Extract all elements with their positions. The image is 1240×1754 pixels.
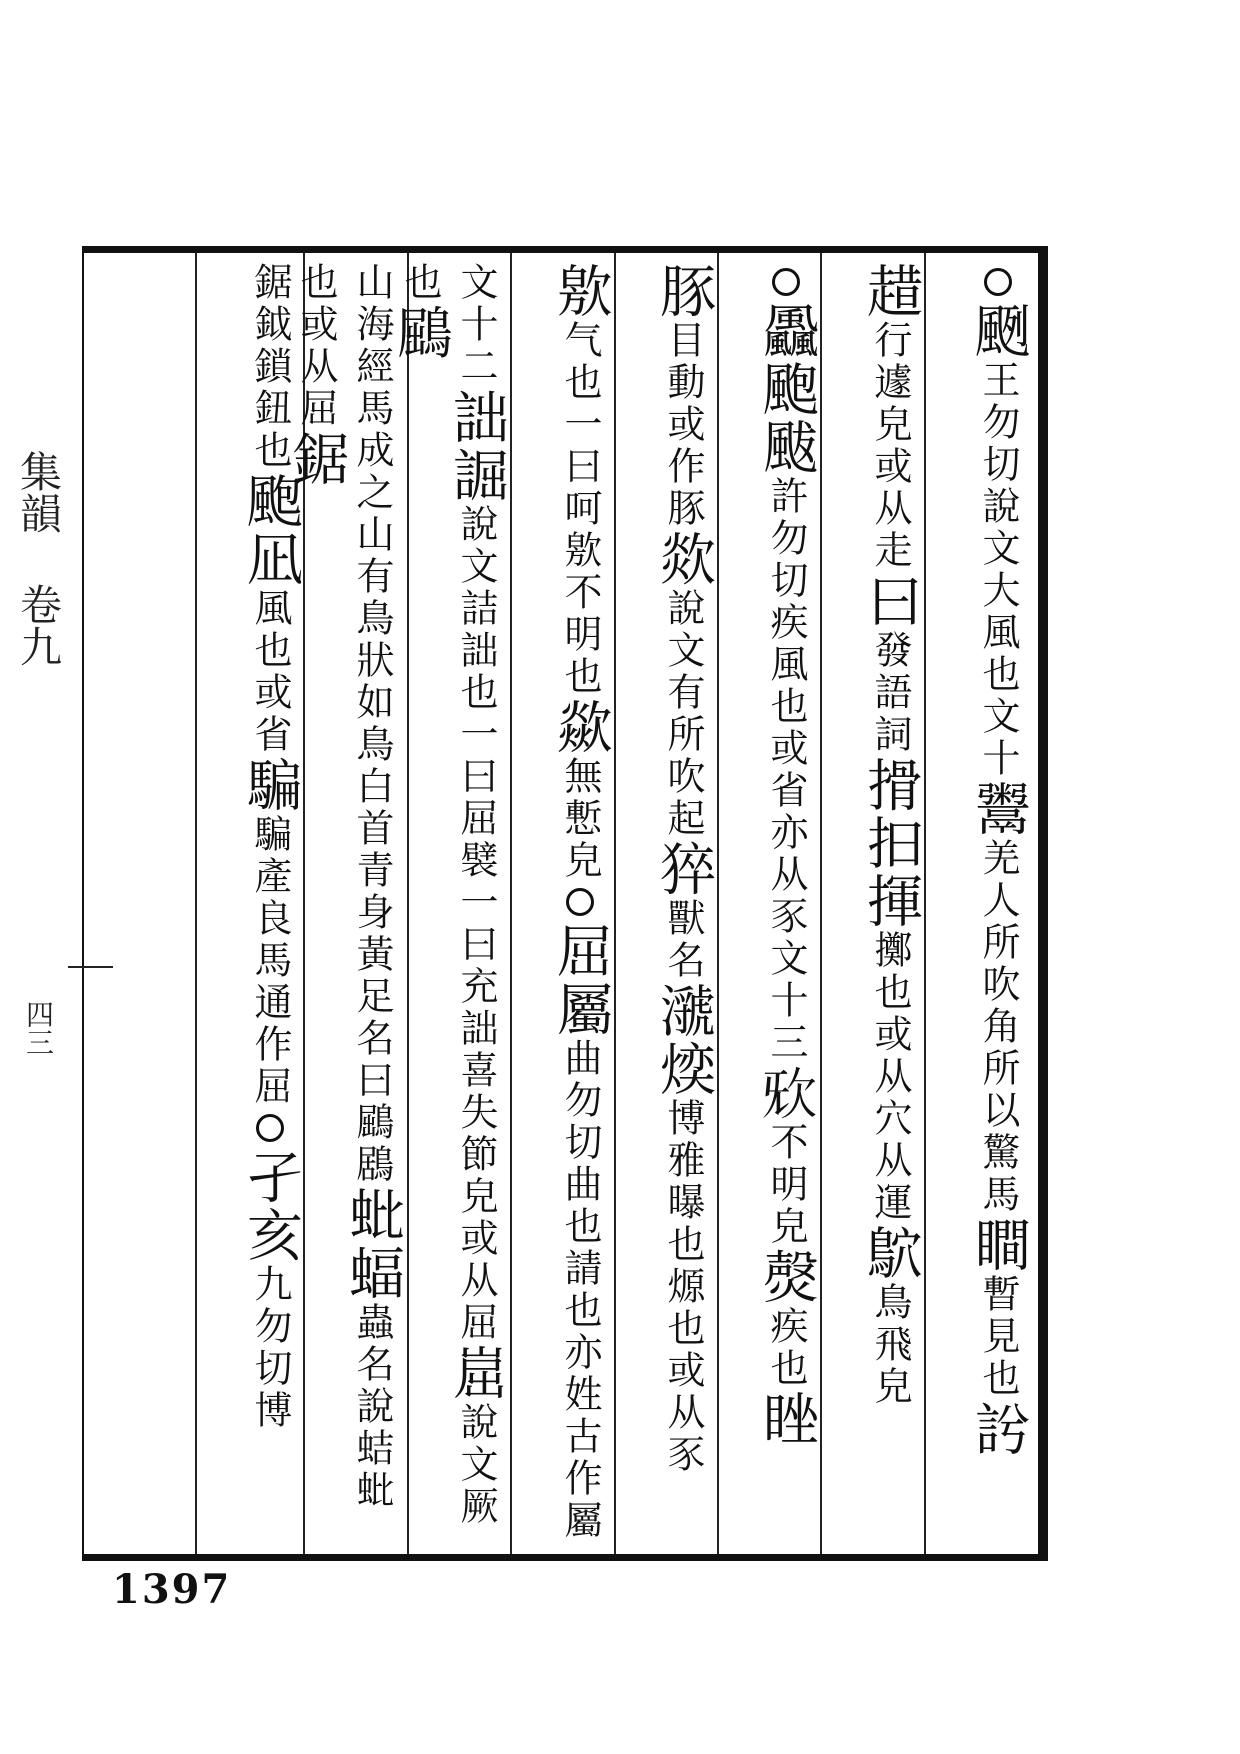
headword: 趞 xyxy=(858,262,923,320)
headword: 㰾 xyxy=(548,262,613,320)
gloss-text: 暫見也 xyxy=(976,1274,1020,1400)
headword: 歘 xyxy=(548,698,613,756)
text-column-8 xyxy=(198,262,303,1552)
gloss-text: 曲勿切曲也請也亦姓古作屬 xyxy=(558,1038,602,1542)
headword: 詘誳 xyxy=(444,388,509,504)
headword: 飍颮颰 xyxy=(754,302,819,476)
gloss-text: 擲也或从穴从運 xyxy=(868,930,912,1224)
text-column-6 xyxy=(388,262,509,1552)
headword: 搰抇揮 xyxy=(858,756,923,930)
headword: 崫 xyxy=(444,1344,509,1402)
margin-book-title: 集韻 卷九 xyxy=(14,450,63,667)
gloss-text: 說文厥也 xyxy=(398,262,498,1528)
gloss-text: 獸名 xyxy=(661,898,705,982)
headword: 鶌 xyxy=(388,304,453,362)
gloss-text: 鋸鉞鎖鈕也 xyxy=(248,262,292,472)
text-column-2 xyxy=(824,262,923,1552)
column-rule xyxy=(820,253,822,1554)
headword: 豚 xyxy=(651,262,716,320)
headword: 䚷 xyxy=(966,1400,1031,1458)
headword: 曰 xyxy=(858,572,923,630)
headword: 屈屬 xyxy=(548,922,613,1038)
headword: 鬻 xyxy=(966,780,1031,838)
gloss-text: 气也一曰呵㰾不明也 xyxy=(558,320,602,698)
headword: 㶁㷜 xyxy=(651,982,716,1098)
circle-marker-icon xyxy=(566,888,594,916)
headword: 颲 xyxy=(966,302,1031,360)
gloss-text: 博雅曝也㷧也或从豕 xyxy=(661,1098,705,1476)
gloss-text: 許勿切疾風也或省亦从豕文十三 xyxy=(764,476,808,1064)
gloss-text: 行遽皃或从走 xyxy=(868,320,912,572)
gloss-text: 發語詞 xyxy=(868,630,912,756)
text-column-4 xyxy=(617,262,716,1552)
column-rule xyxy=(195,253,197,1554)
headword: 㷫 xyxy=(754,1248,819,1306)
headword: 欻 xyxy=(651,530,716,588)
column-rule xyxy=(614,253,616,1554)
gloss-text: 不明皃 xyxy=(764,1122,808,1248)
gloss-text: 說文有所吹起 xyxy=(661,588,705,840)
text-column-3 xyxy=(720,262,819,1552)
circle-marker-icon xyxy=(984,268,1012,296)
gloss-text: 蟲名說蛣蚍也或从屈 xyxy=(294,262,394,1512)
headword: 睉 xyxy=(754,1390,819,1448)
gloss-text: 風也或省 xyxy=(248,588,292,756)
headword: 鴥 xyxy=(858,1224,923,1282)
gloss-text: 無慙皃 xyxy=(558,756,602,882)
gloss-text: 疾也 xyxy=(764,1306,808,1390)
text-column-1 xyxy=(928,262,1031,1552)
headword: 猝 xyxy=(651,840,716,898)
gloss-text: 王勿切說文大風也文十 xyxy=(976,360,1020,780)
headword: 孑亥 xyxy=(238,1148,303,1264)
headword: 騙 xyxy=(238,756,303,814)
margin-folio-number: 四三 xyxy=(22,1000,55,1056)
headword: 蚍蝠 xyxy=(340,1186,405,1302)
column-rule xyxy=(510,253,512,1554)
gloss-text: 山海經馬成之山有鳥狀如鳥白首青身黃足名曰鶌鶋 xyxy=(350,262,394,1186)
column-rule xyxy=(717,253,719,1554)
gloss-text: 九勿切博 xyxy=(248,1264,292,1432)
headword: 颮凪 xyxy=(238,472,303,588)
column-rule xyxy=(924,253,926,1554)
frame-left-rule xyxy=(82,253,84,1554)
text-column-5 xyxy=(514,262,613,1552)
margin-tick xyxy=(68,966,113,968)
circle-marker-icon xyxy=(256,1114,284,1142)
gloss-text: 文十二 xyxy=(454,262,498,388)
text-column-7 xyxy=(284,262,405,1552)
gloss-text: 羌人所吹角所以驚馬 xyxy=(976,838,1020,1216)
page-number: 1397 xyxy=(112,1566,232,1613)
headword: 瞷 xyxy=(966,1216,1031,1274)
circle-marker-icon xyxy=(772,268,800,296)
headword: 𣢕 xyxy=(754,1064,819,1122)
headword: 鋸 xyxy=(284,430,349,488)
column-rule xyxy=(407,253,409,1554)
gloss-text: 鳥飛皃 xyxy=(868,1282,912,1408)
gloss-text: 說文詰詘也一曰屈襞一曰充詘喜失節皃或从屈 xyxy=(454,504,498,1344)
gloss-text: 目動或作豚 xyxy=(661,320,705,530)
gloss-text: 騙產良馬通作屈 xyxy=(248,814,292,1108)
